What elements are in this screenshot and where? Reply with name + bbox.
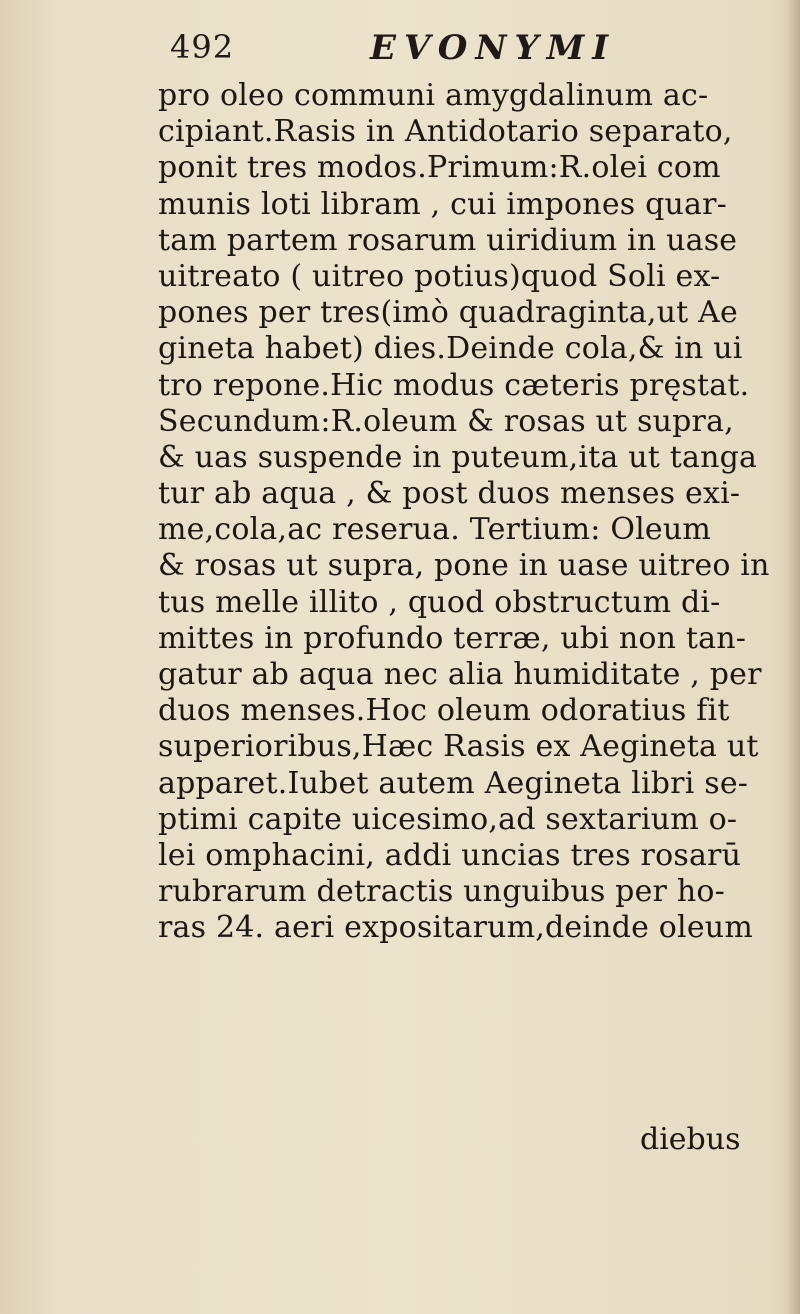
text-line: uitreato ( uitreo potius)quod Soli ex- — [158, 258, 721, 294]
page-number: 492 — [170, 28, 235, 66]
text-line: lei omphacini, addi uncias tres rosarū — [158, 837, 742, 873]
text-line: cipiant.Rasis in Antidotario separato, — [158, 114, 733, 150]
text-line: ptimi capite uicesimo,ad sextarium o- — [158, 801, 738, 837]
text-line: tur ab aqua , & post duos menses exi- — [158, 476, 741, 512]
text-line: me,cola,ac reserua. Tertium: Oleum — [158, 512, 712, 548]
text-line: mittes in profundo terræ, ubi non tan- — [158, 620, 747, 656]
text-line: ras 24. aeri expositarum,deinde oleum — [158, 910, 753, 946]
text-line: tro repone.Hic modus cæteris pręstat. — [158, 367, 750, 403]
text-line: & rosas ut supra, pone in uase uitreo in — [158, 548, 770, 584]
text-line: pones per tres(imò quadraginta,ut Ae — [158, 295, 738, 331]
text-line: rubrarum detractis unguibus per ho- — [158, 874, 725, 910]
page-header — [170, 22, 690, 82]
text-line: tus melle illito , quod obstructum di- — [158, 584, 721, 620]
running-head: EVONYMI — [370, 28, 617, 68]
text-line: tam partem rosarum uiridium in uase — [158, 222, 738, 258]
text-line: ponit tres modos.Primum:R.olei com — [158, 150, 721, 186]
text-line: apparet.Iubet autem Aegineta libri se- — [158, 765, 749, 801]
text-line: gineta habet) dies.Deinde cola,& in ui — [158, 331, 743, 367]
page-edge-shadow — [786, 0, 800, 1314]
text-line: Secundum:R.oleum & rosas ut supra, — [158, 403, 734, 439]
body-text — [158, 78, 770, 947]
text-line: gatur ab aqua nec alia humiditate , per — [158, 657, 762, 692]
text-line: & uas suspende in puteum,ita ut tanga — [158, 439, 758, 475]
text-line: munis loti libram , cui impones quar- — [158, 186, 727, 222]
text-line: pro oleo communi amygdalinum ac- — [158, 78, 709, 113]
text-line: superioribus,Hæc Rasis ex Aegineta ut — [158, 729, 759, 765]
text-line: duos menses.Hoc oleum odoratius fit — [158, 693, 730, 729]
catchword: diebus — [640, 1122, 741, 1157]
